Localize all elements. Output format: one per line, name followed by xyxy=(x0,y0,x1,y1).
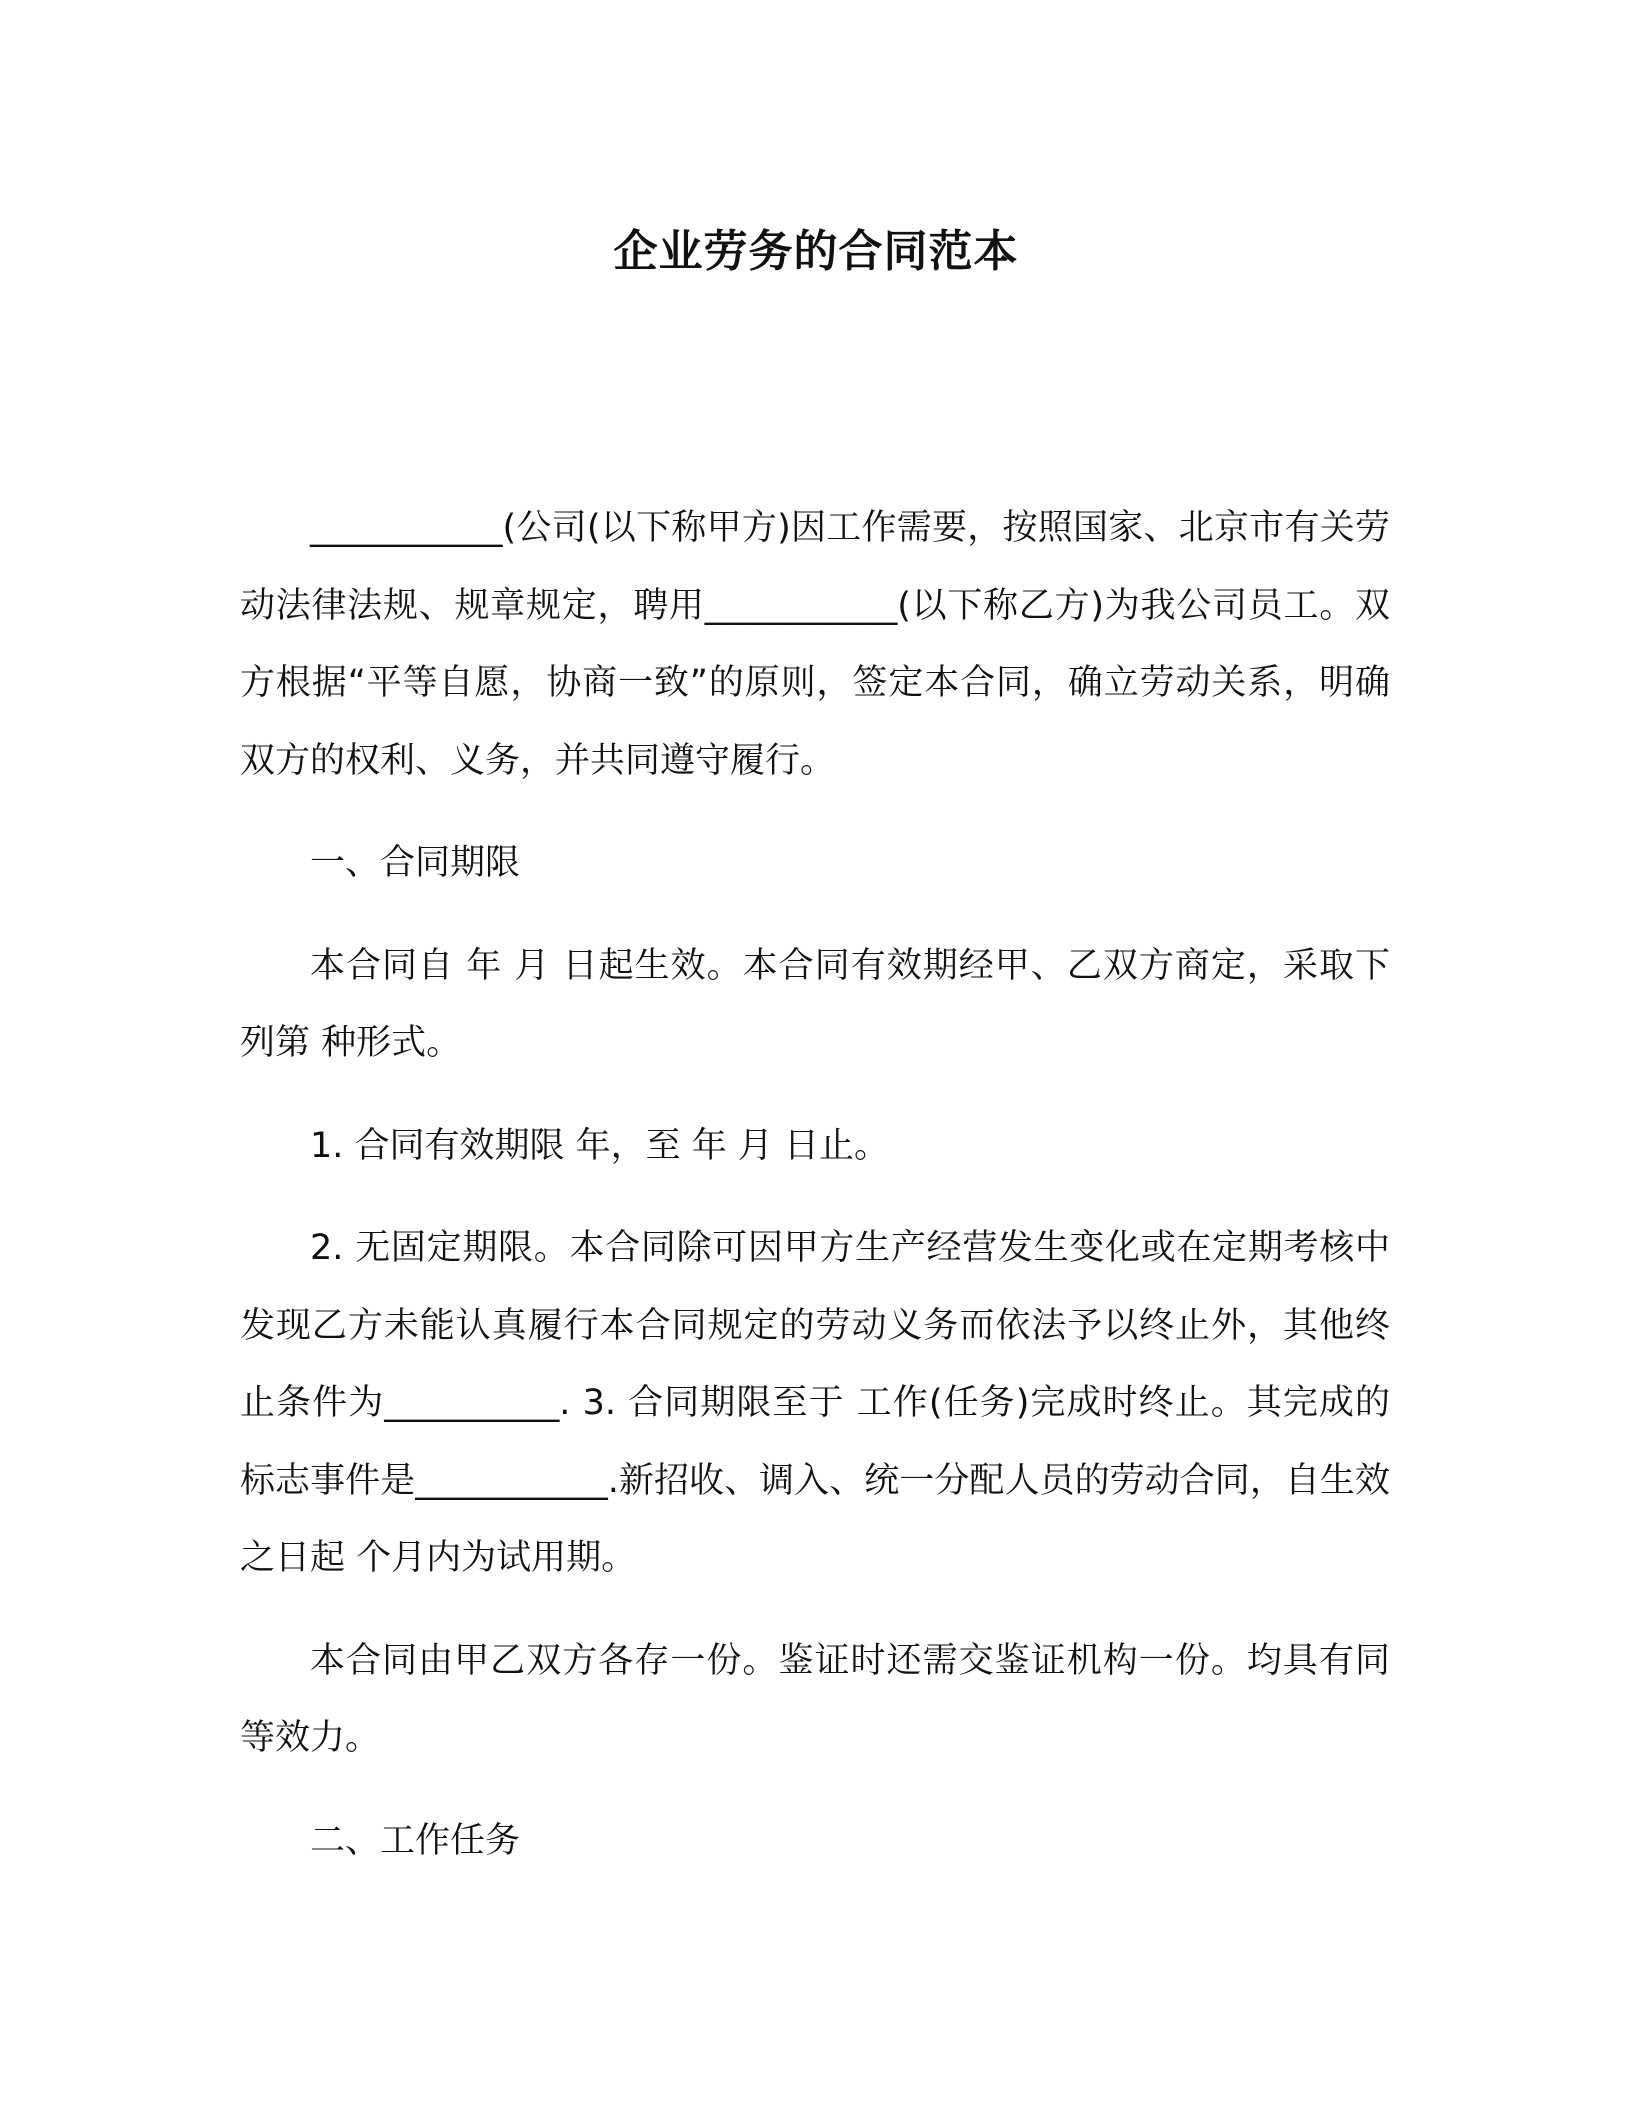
section-heading-work-tasks: 二、工作任务 xyxy=(310,1820,521,1861)
document-title: 企业劳务的合同范本 xyxy=(613,226,1019,277)
copies-paragraph: 本合同由甲乙双方各存一份。鉴证时还需交鉴证机构一份。均具有同等效力。 xyxy=(240,1640,1390,1758)
term-option-1-paragraph: 1. 合同有效期限 年，至 年 月 日止。 xyxy=(310,1125,890,1166)
effective-date-paragraph: 本合同自 年 月 日起生效。本合同有效期经甲、乙双方商定，采取下列第 种形式。 xyxy=(240,945,1390,1063)
document-body xyxy=(240,490,1390,1880)
term-option-2-paragraph: 2. 无固定期限。本合同除可因甲方生产经营发生变化或在定期考核中发现乙方未能认真履行本合同规定的劳动义务而依法予以终止外，其他终止条件为__________. 3. 合同期限至于 工作(任务)完成时终止。其完成的标志事件是___________.新招收、调入、统一分配人员的劳动合同，自生效之日起 个月内为试用期。 xyxy=(240,1228,1390,1578)
section-heading-contract-term: 一、合同期限 xyxy=(310,843,521,883)
intro-paragraph: ___________(公司(以下称甲方)因工作需要，按照国家、北京市有关劳动法律法规、规章规定，聘用___________(以下称乙方)为我公司员工。双方根据“平等自愿，协商一致”的原则，签定本合同，确立劳动关系，明确双方的权利、义务，并共同遵守履行。 xyxy=(240,508,1390,781)
